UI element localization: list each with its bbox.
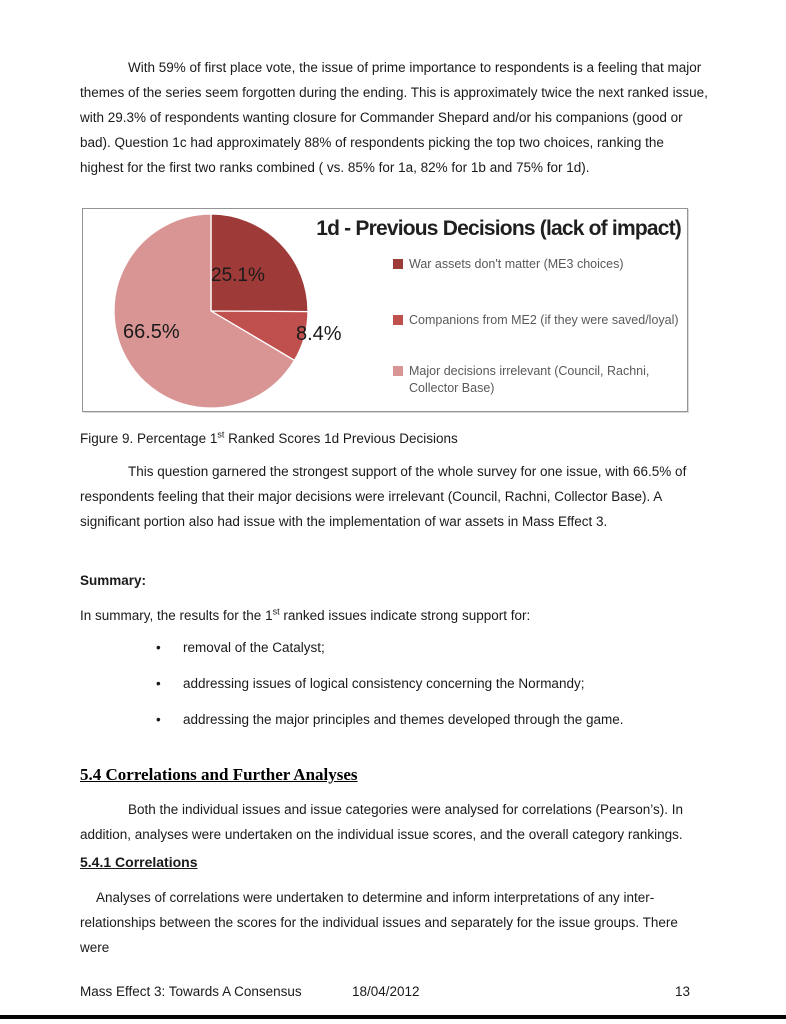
summary-intro	[80, 603, 710, 628]
legend-label: War assets don't matter (ME3 choices)	[409, 257, 624, 271]
list-item: • addressing the major principles and themes developed through the game.	[156, 707, 710, 732]
legend-entry-companions	[393, 312, 687, 329]
paragraph-correlations-overview: Both the individual issues and issue categories were analysed for correlations (Pearson’s). In addition, analyses were undertaken on the individual issue scores, and the overall category rankings.	[80, 802, 684, 842]
section-heading-5-4: 5.4 Correlations and Further Analyses	[80, 765, 358, 784]
footer-document-title: Mass Effect 3: Towards A Consensus	[80, 984, 302, 999]
summary-intro-superscript: st	[272, 606, 280, 617]
legend-label: Major decisions irrelevant (Council, Rachni, Collector Base)	[409, 364, 650, 395]
summary-heading: Summary:	[80, 573, 147, 588]
paragraph-figure-discussion: This question garnered the strongest support of the whole survey for one issue, with 66.5% of respondents feeling that their major decisions were irrelevant (Council, Rachni, Collector Base). A significant portion also had issue with the implementation of war assets in Mass Effect 3.	[80, 464, 687, 529]
pie-data-label-war-assets: 25.1%	[211, 265, 265, 286]
list-item: • removal of the Catalyst;	[156, 635, 710, 660]
legend-swatch-icon	[393, 315, 403, 325]
summary-bullet-list	[156, 635, 710, 732]
summary-intro-text: ranked issues indicate strong support for:	[279, 608, 531, 623]
page-bottom-edge-line	[0, 1015, 786, 1019]
figure-caption-text: Figure 9. Percentage 1	[80, 431, 218, 446]
legend-swatch-icon	[393, 366, 403, 376]
figure-caption-superscript: st	[217, 429, 225, 440]
legend-entry-war-assets	[393, 256, 687, 273]
footer-date: 18/04/2012	[352, 984, 420, 999]
legend-entry-major-decisions	[393, 363, 687, 397]
page-footer	[80, 979, 710, 1004]
paragraph-question-1-results: With 59% of first place vote, the issue of prime importance to respondents is a feeling that major themes of the series seem forgotten during the ending. This is approximately twice the next ranked issue, with 29.3% of respondents wanting closure for Commander Shepard and/or his companions (good or bad). Question 1c had approximately 88% of respondents picking the top two choices, ranking the highest for the first two ranks combined ( vs. 85% for 1a, 82% for 1b and 75% for 1d).	[80, 60, 708, 175]
pie-data-label-companions: 8.4%	[296, 323, 342, 345]
list-item: • addressing issues of logical consistency concerning the Normandy;	[156, 671, 710, 696]
legend-label: Companions from ME2 (if they were saved/loyal)	[409, 313, 679, 327]
summary-intro-text: In summary, the results for the 1	[80, 608, 273, 623]
subsection-heading-5-4-1: 5.4.1 Correlations	[80, 854, 198, 870]
figure-9-chart-frame	[82, 208, 688, 412]
chart-title: 1d - Previous Decisions (lack of impact)	[316, 217, 681, 240]
paragraph-correlations-analysis: Analyses of correlations were undertaken to determine and inform interpretations of any inter-relationships between the scores for the individual issues and separately for the issue groups. There were	[80, 890, 678, 955]
pie-data-label-major-decisions: 66.5%	[123, 321, 180, 343]
page-content	[80, 0, 710, 1004]
legend-swatch-icon	[393, 259, 403, 269]
figure-caption	[80, 426, 710, 451]
figure-caption-text: Ranked Scores 1d Previous Decisions	[224, 431, 458, 446]
footer-page-number: 13	[674, 984, 690, 999]
pie-slice-0	[211, 214, 308, 312]
pie-chart	[110, 210, 312, 412]
